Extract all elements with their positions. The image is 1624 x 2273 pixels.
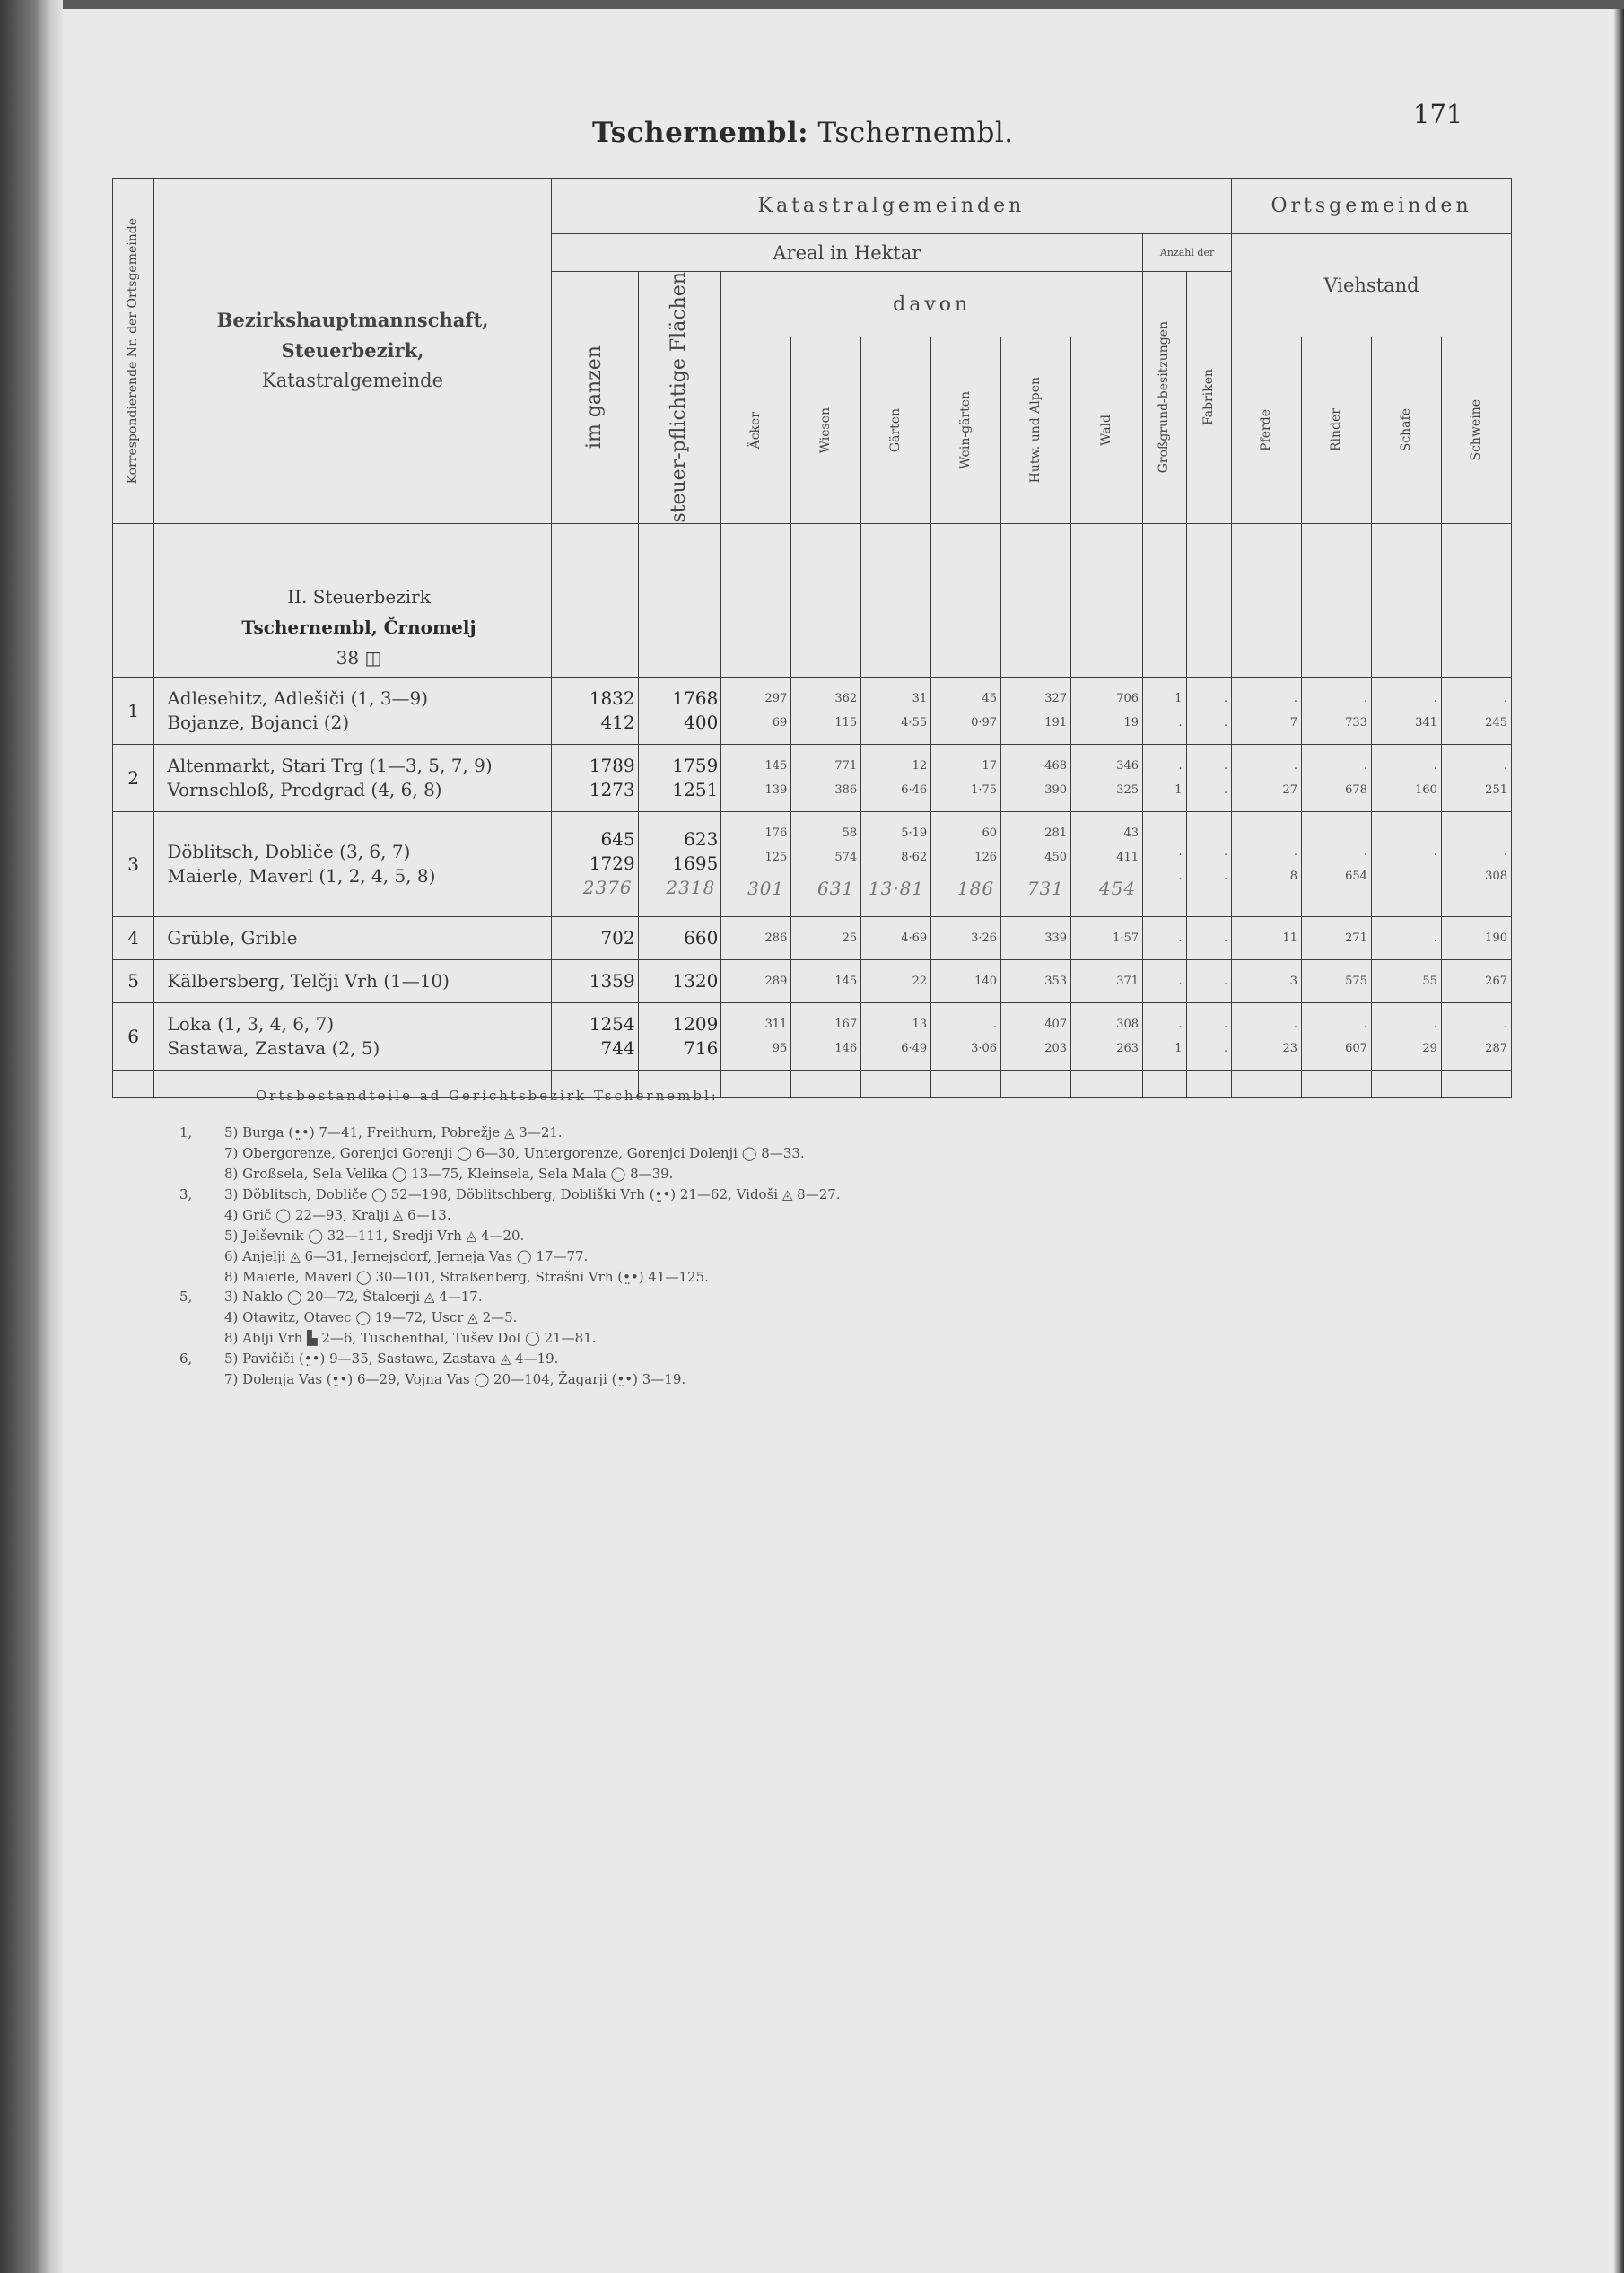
cell-wein: 3·06 bbox=[971, 1041, 998, 1055]
cell-gaerten: 31 bbox=[912, 691, 928, 705]
pencil-sum-ganz: 2376 bbox=[582, 877, 633, 899]
cell-steuer: 1768 bbox=[672, 686, 719, 709]
cell-wein: 45 bbox=[982, 691, 998, 705]
cell-rinder: . bbox=[1363, 844, 1367, 859]
cell-schweine: 308 bbox=[1485, 869, 1507, 883]
cell-schafe: 160 bbox=[1415, 782, 1437, 797]
cell-hutw: 468 bbox=[1044, 758, 1068, 773]
cell-wald: 411 bbox=[1116, 850, 1139, 864]
cell-acker: 139 bbox=[764, 782, 788, 797]
footnotes-header: Ortsbestandteile ad Gerichtsbezirk Tschernembl: bbox=[256, 1088, 719, 1104]
cell-acker: 289 bbox=[764, 974, 788, 988]
cell-wein: 3·26 bbox=[971, 931, 998, 945]
footnote-text: 6) Anjelji ◬ 6—31, Jernejsdorf, Jerneja Vas ◯ 17—77. bbox=[224, 1247, 589, 1264]
katastral-name: Maierle, Maverl (1, 2, 4, 5, 8) bbox=[167, 864, 436, 887]
pencil-sum-wein: 186 bbox=[956, 877, 995, 899]
cell-rinder: 271 bbox=[1345, 931, 1367, 945]
page bbox=[63, 9, 1624, 2273]
row-nr: 2 bbox=[113, 744, 154, 811]
cell-rinder: . bbox=[1363, 691, 1367, 705]
cell-wein: 60 bbox=[982, 826, 998, 840]
footnote-line bbox=[179, 1226, 1525, 1246]
cell-wald: 706 bbox=[1116, 691, 1139, 705]
cell-hutw: 327 bbox=[1044, 691, 1068, 705]
footnote-number: 5, bbox=[179, 1289, 193, 1306]
cell-pferde: . bbox=[1293, 691, 1298, 705]
footnote-text: 4) Grič ◯ 22—93, Kralji ◬ 6—13. bbox=[224, 1206, 451, 1223]
footnote-text: 8) Großsela, Sela Velika ◯ 13—75, Kleinsela, Sela Mala ◯ 8—39. bbox=[224, 1165, 674, 1182]
row-nr: 3 bbox=[113, 811, 154, 916]
cell-wiesen: 574 bbox=[834, 850, 858, 864]
cell-wald: 308 bbox=[1116, 1017, 1139, 1031]
page-number: 171 bbox=[1413, 99, 1463, 129]
footnote-number bbox=[179, 1328, 224, 1349]
footnote-line bbox=[179, 1164, 1525, 1185]
cell-gaerten: 6·49 bbox=[901, 1041, 928, 1055]
group-katastral-header: Katastralgemeinden bbox=[551, 179, 1231, 234]
cell-rinder: 678 bbox=[1345, 782, 1367, 797]
cell-acker: 286 bbox=[764, 931, 788, 945]
footnote-line bbox=[179, 1267, 1525, 1288]
footnote-line bbox=[179, 1307, 1525, 1328]
cell-wein: 140 bbox=[974, 974, 998, 988]
cell-wiesen: 771 bbox=[834, 758, 858, 773]
cell-gaerten: 13 bbox=[912, 1017, 928, 1031]
cell-rinder: . bbox=[1363, 758, 1367, 773]
cell-wein: 17 bbox=[982, 758, 998, 773]
cell-fab: . bbox=[1223, 869, 1228, 883]
footnote-number bbox=[179, 1164, 224, 1185]
statistics-table bbox=[112, 178, 1512, 1098]
cell-wiesen: 145 bbox=[834, 974, 858, 988]
section-heading-row bbox=[113, 523, 1512, 677]
cell-pferde: . bbox=[1293, 1017, 1298, 1031]
cell-wiesen: 362 bbox=[834, 691, 858, 705]
cell-acker: 95 bbox=[772, 1041, 788, 1055]
pencil-sum-wiesen: 631 bbox=[817, 877, 855, 899]
col-nr-header: Korrespondierende Nr. der Ortsgemeinde bbox=[113, 179, 154, 524]
cell-schweine: 267 bbox=[1485, 974, 1507, 988]
cell-acker: 176 bbox=[764, 826, 788, 840]
cell-wald: 371 bbox=[1116, 974, 1139, 988]
group-viehstand-header: Viehstand bbox=[1232, 234, 1512, 337]
cell-steuer: 1251 bbox=[672, 778, 719, 800]
cell-gross: . bbox=[1178, 715, 1183, 730]
cell-ganz: 1359 bbox=[589, 969, 635, 992]
cell-schafe: 55 bbox=[1422, 974, 1437, 988]
cell-gross: . bbox=[1178, 931, 1183, 945]
cell-ganz: 412 bbox=[600, 711, 635, 733]
cell-schafe bbox=[1372, 864, 1437, 888]
cell-ganz: 1832 bbox=[589, 686, 635, 709]
cell-gaerten: 4·69 bbox=[901, 931, 928, 945]
cell-ganz: 1729 bbox=[589, 852, 635, 875]
col-pferde: Pferde bbox=[1232, 337, 1302, 524]
cell-wiesen: 25 bbox=[842, 931, 858, 945]
page-edge-shadow bbox=[1613, 9, 1624, 2273]
col-wiesen: Wiesen bbox=[791, 337, 861, 524]
cell-ganz: 1789 bbox=[589, 754, 635, 776]
cell-wiesen: 146 bbox=[834, 1041, 858, 1055]
cell-schweine: . bbox=[1503, 691, 1507, 705]
footnote-number: 1, bbox=[179, 1123, 193, 1141]
footnote-line bbox=[179, 1205, 1525, 1226]
cell-steuer: 400 bbox=[684, 711, 719, 733]
footnote-line bbox=[179, 1143, 1525, 1164]
cell-pferde: 11 bbox=[1282, 931, 1298, 945]
cell-fab: . bbox=[1223, 931, 1228, 945]
footnote-text: 8) Maierle, Maverl ◯ 30—101, Straßenberg, Strašni Vrh (•̤•) 41—125. bbox=[224, 1268, 709, 1285]
cell-wiesen: 115 bbox=[834, 715, 858, 730]
cell-steuer: 1320 bbox=[672, 969, 719, 992]
pencil-sum-steuer: 2318 bbox=[666, 877, 716, 899]
cell-wald: 325 bbox=[1116, 782, 1139, 797]
cell-hutw: 450 bbox=[1044, 850, 1068, 864]
cell-schweine: . bbox=[1503, 844, 1507, 859]
col-weingaerten: Wein-gärten bbox=[931, 337, 1001, 524]
katastral-name: Loka (1, 3, 4, 6, 7) bbox=[167, 1012, 335, 1035]
footnote-line bbox=[179, 1185, 1525, 1205]
cell-schafe: 341 bbox=[1415, 715, 1437, 730]
pencil-sum-hutw: 731 bbox=[1026, 877, 1065, 899]
cell-ganz: 645 bbox=[600, 828, 635, 851]
col-aecker: Äcker bbox=[721, 337, 791, 524]
row-nr: 4 bbox=[113, 916, 154, 959]
cell-gaerten: 22 bbox=[912, 974, 928, 988]
cell-wiesen: 58 bbox=[842, 826, 858, 840]
cell-wiesen: 167 bbox=[834, 1017, 858, 1031]
cell-schweine: . bbox=[1503, 758, 1507, 773]
footnote-text: 7) Dolenja Vas (•̤•) 6—29, Vojna Vas ◯ 20—104, Žagarji (•̤•) 3—19. bbox=[224, 1371, 686, 1388]
footnote-text: 5) Pavičiči (•̤•) 9—35, Sastawa, Zastava ◬ 4—19. bbox=[224, 1351, 559, 1368]
cell-fab: . bbox=[1223, 782, 1228, 797]
cell-gross: 1 bbox=[1174, 782, 1183, 797]
row-nr: 5 bbox=[113, 959, 154, 1002]
group-anzahl-header: Anzahl der bbox=[1143, 234, 1232, 272]
katastral-name: Sastawa, Zastava (2, 5) bbox=[167, 1036, 380, 1059]
cell-wald: 43 bbox=[1123, 826, 1139, 840]
cell-ganz: 1254 bbox=[589, 1012, 635, 1035]
cell-gaerten: 5·19 bbox=[901, 826, 928, 840]
footnote-line bbox=[179, 1287, 1525, 1307]
cell-wald: 19 bbox=[1123, 715, 1139, 730]
footnote-text: 5) Burga (•̤•) 7—41, Freithurn, Pobrežje ◬ 3—21. bbox=[224, 1123, 563, 1141]
cell-hutw: 191 bbox=[1044, 715, 1068, 730]
group-davon-header: davon bbox=[721, 272, 1143, 337]
cell-ganz: 702 bbox=[600, 926, 635, 949]
footnote-text: 3) Döblitsch, Dobliče ◯ 52—198, Döblitschberg, Dobliški Vrh (•̤•) 21—62, Vidoši ◬ 8—27. bbox=[224, 1185, 841, 1202]
cell-fab: . bbox=[1223, 844, 1228, 859]
cell-pferde: 23 bbox=[1282, 1041, 1298, 1055]
footnote-number bbox=[179, 1226, 224, 1246]
cell-wald: 346 bbox=[1116, 758, 1139, 773]
footnote-text: 3) Naklo ◯ 20—72, Štalcerji ◬ 4—17. bbox=[224, 1289, 483, 1306]
cell-fab: . bbox=[1223, 1041, 1228, 1055]
cell-acker: 125 bbox=[764, 850, 788, 864]
col-im-ganzen: im ganzen bbox=[551, 272, 638, 524]
footnote-number bbox=[179, 1246, 224, 1267]
col-steuerpflichtige: steuer-pflichtige Flächen bbox=[638, 272, 721, 524]
cell-steuer: 660 bbox=[684, 926, 719, 949]
katastral-name: Bojanze, Bojanci (2) bbox=[167, 711, 350, 733]
col-schweine: Schweine bbox=[1441, 337, 1511, 524]
footnote-text: 7) Obergorenze, Gorenjci Gorenji ◯ 6—30, Untergorenze, Gorenjci Dolenji ◯ 8—33. bbox=[224, 1144, 805, 1161]
section-line-2: Tschernembl, Črnomelj bbox=[241, 616, 476, 638]
cell-steuer: 623 bbox=[684, 828, 719, 851]
cell-pferde: . bbox=[1293, 758, 1298, 773]
cell-schafe: 29 bbox=[1422, 1041, 1437, 1055]
cell-pferde: 3 bbox=[1289, 974, 1298, 988]
cell-steuer: 1759 bbox=[672, 754, 719, 776]
cell-rinder: 733 bbox=[1345, 715, 1367, 730]
cell-pferde: 8 bbox=[1289, 869, 1298, 883]
katastral-name: Kälbersberg, Telčji Vrh (1—10) bbox=[167, 969, 450, 992]
section-line-1: II. Steuerbezirk bbox=[287, 585, 431, 608]
katastral-name: Vornschloß, Predgrad (4, 6, 8) bbox=[167, 778, 442, 800]
col-gaerten: Gärten bbox=[861, 337, 931, 524]
cell-wein: 0·97 bbox=[971, 715, 998, 730]
cell-rinder: 607 bbox=[1345, 1041, 1367, 1055]
pencil-sum-wald: 454 bbox=[1098, 877, 1137, 899]
cell-pferde: 7 bbox=[1289, 715, 1298, 730]
cell-gross: . bbox=[1178, 758, 1183, 773]
footnote-number bbox=[179, 1267, 224, 1288]
cell-rinder: 575 bbox=[1345, 974, 1367, 988]
col-rinder: Rinder bbox=[1302, 337, 1372, 524]
cell-gaerten: 12 bbox=[912, 758, 928, 773]
col-grossgrund: Großgrund-besitzungen bbox=[1143, 272, 1186, 524]
col-fabriken: Fabriken bbox=[1186, 272, 1232, 524]
table-row bbox=[113, 959, 1512, 1002]
cell-hutw: 407 bbox=[1044, 1017, 1068, 1031]
cell-ganz: 1273 bbox=[589, 778, 635, 800]
footnote-number: 6, bbox=[179, 1351, 193, 1368]
col-bezirk-header: Bezirkshauptmannschaft, Steuerbezirk, Katastralgemeinde bbox=[154, 179, 551, 524]
cell-steuer: 1695 bbox=[672, 852, 719, 875]
footnote-line bbox=[179, 1246, 1525, 1267]
footnote-number bbox=[179, 1205, 224, 1226]
cell-fab: . bbox=[1223, 758, 1228, 773]
cell-gross: . bbox=[1178, 844, 1183, 859]
cell-gaerten: 6·46 bbox=[901, 782, 928, 797]
cell-pferde: 27 bbox=[1282, 782, 1298, 797]
cell-schafe: . bbox=[1433, 691, 1437, 705]
page-title: Tschernembl: Tschernembl. bbox=[592, 117, 1014, 149]
cell-acker: 297 bbox=[764, 691, 788, 705]
cell-wald: 1·57 bbox=[1113, 931, 1139, 945]
col-wald: Wald bbox=[1071, 337, 1143, 524]
cell-rinder: 654 bbox=[1345, 869, 1367, 883]
cell-schweine: 245 bbox=[1485, 715, 1507, 730]
cell-fab: . bbox=[1223, 1017, 1228, 1031]
katastral-name: Grüble, Grible bbox=[167, 926, 298, 949]
row-nr: 1 bbox=[113, 677, 154, 744]
row-nr: 6 bbox=[113, 1002, 154, 1070]
footnote-number: 3, bbox=[179, 1185, 193, 1202]
footnote-number bbox=[179, 1143, 224, 1164]
cell-gross: 1 bbox=[1174, 1041, 1183, 1055]
cell-steuer: 716 bbox=[684, 1036, 719, 1059]
cell-wein: . bbox=[992, 1017, 998, 1031]
cell-schweine: 287 bbox=[1485, 1041, 1507, 1055]
table-row bbox=[113, 916, 1512, 959]
group-orts-header: Ortsgemeinden bbox=[1232, 179, 1512, 234]
cell-hutw: 339 bbox=[1044, 931, 1068, 945]
group-areal-header: Areal in Hektar bbox=[551, 234, 1142, 272]
cell-wein: 126 bbox=[974, 850, 998, 864]
katastral-name: Adlesehitz, Adlešiči (1, 3—9) bbox=[167, 686, 429, 709]
cell-wein: 1·75 bbox=[971, 782, 998, 797]
footnotes bbox=[179, 1086, 1525, 1390]
cell-wald: 263 bbox=[1116, 1041, 1139, 1055]
cell-gross: . bbox=[1178, 1017, 1183, 1031]
cell-schafe: . bbox=[1433, 758, 1437, 773]
footnote-number bbox=[179, 1369, 224, 1390]
cell-acker: 69 bbox=[772, 715, 788, 730]
katastral-name: Altenmarkt, Stari Trg (1—3, 5, 7, 9) bbox=[167, 754, 493, 776]
cell-fab: . bbox=[1223, 974, 1228, 988]
table-row bbox=[113, 811, 1512, 916]
table-row bbox=[113, 677, 1512, 744]
katastral-name: Döblitsch, Dobliče (3, 6, 7) bbox=[167, 840, 411, 862]
pencil-sum-acker: 301 bbox=[747, 877, 785, 899]
footnote-line bbox=[179, 1349, 1525, 1369]
cell-hutw: 390 bbox=[1044, 782, 1068, 797]
cell-hutw: 203 bbox=[1044, 1041, 1068, 1055]
cell-gross: . bbox=[1178, 974, 1183, 988]
cell-schweine: 190 bbox=[1485, 931, 1507, 945]
cell-acker: 145 bbox=[764, 758, 788, 773]
cell-rinder: . bbox=[1363, 1017, 1367, 1031]
cell-hutw: 281 bbox=[1044, 826, 1068, 840]
footnote-text: 8) Ablji Vrh ▙ 2—6, Tuschenthal, Tušev Dol ◯ 21—81. bbox=[224, 1330, 597, 1347]
cell-fab: . bbox=[1223, 715, 1228, 730]
table-row bbox=[113, 744, 1512, 811]
table-row bbox=[113, 1002, 1512, 1070]
col-schafe: Schafe bbox=[1371, 337, 1441, 524]
cell-gaerten: 8·62 bbox=[901, 850, 928, 864]
cell-schafe: . bbox=[1433, 931, 1437, 945]
col-hutweiden: Hutw. und Alpen bbox=[1001, 337, 1071, 524]
cell-hutw: 353 bbox=[1044, 974, 1068, 988]
cell-gross: . bbox=[1178, 869, 1183, 883]
footnote-line bbox=[179, 1123, 1525, 1143]
footnote-text: 4) Otawitz, Otavec ◯ 19—72, Uscr ◬ 2—5. bbox=[224, 1309, 518, 1326]
cell-steuer: 1209 bbox=[672, 1012, 719, 1035]
cell-acker: 311 bbox=[764, 1017, 788, 1031]
cell-pferde: . bbox=[1293, 844, 1298, 859]
cell-ganz: 744 bbox=[600, 1036, 635, 1059]
cell-schweine: . bbox=[1503, 1017, 1507, 1031]
book-spine bbox=[0, 0, 63, 2273]
footnote-text: 5) Jelševnik ◯ 32—111, Sredji Vrh ◬ 4—20. bbox=[224, 1227, 525, 1244]
footnote-line bbox=[179, 1369, 1525, 1390]
cell-wiesen: 386 bbox=[834, 782, 858, 797]
section-line-3: 38 ◫ bbox=[336, 646, 382, 669]
cell-schweine: 251 bbox=[1485, 782, 1507, 797]
footnote-number bbox=[179, 1307, 224, 1328]
cell-fab: . bbox=[1223, 691, 1228, 705]
pencil-sum-gaerten: 13·81 bbox=[868, 877, 925, 899]
cell-schafe: . bbox=[1433, 1017, 1437, 1031]
footnote-line bbox=[179, 1328, 1525, 1349]
cell-gross: 1 bbox=[1174, 691, 1183, 705]
cell-gaerten: 4·55 bbox=[901, 715, 928, 730]
cell-schafe: . bbox=[1433, 844, 1437, 859]
